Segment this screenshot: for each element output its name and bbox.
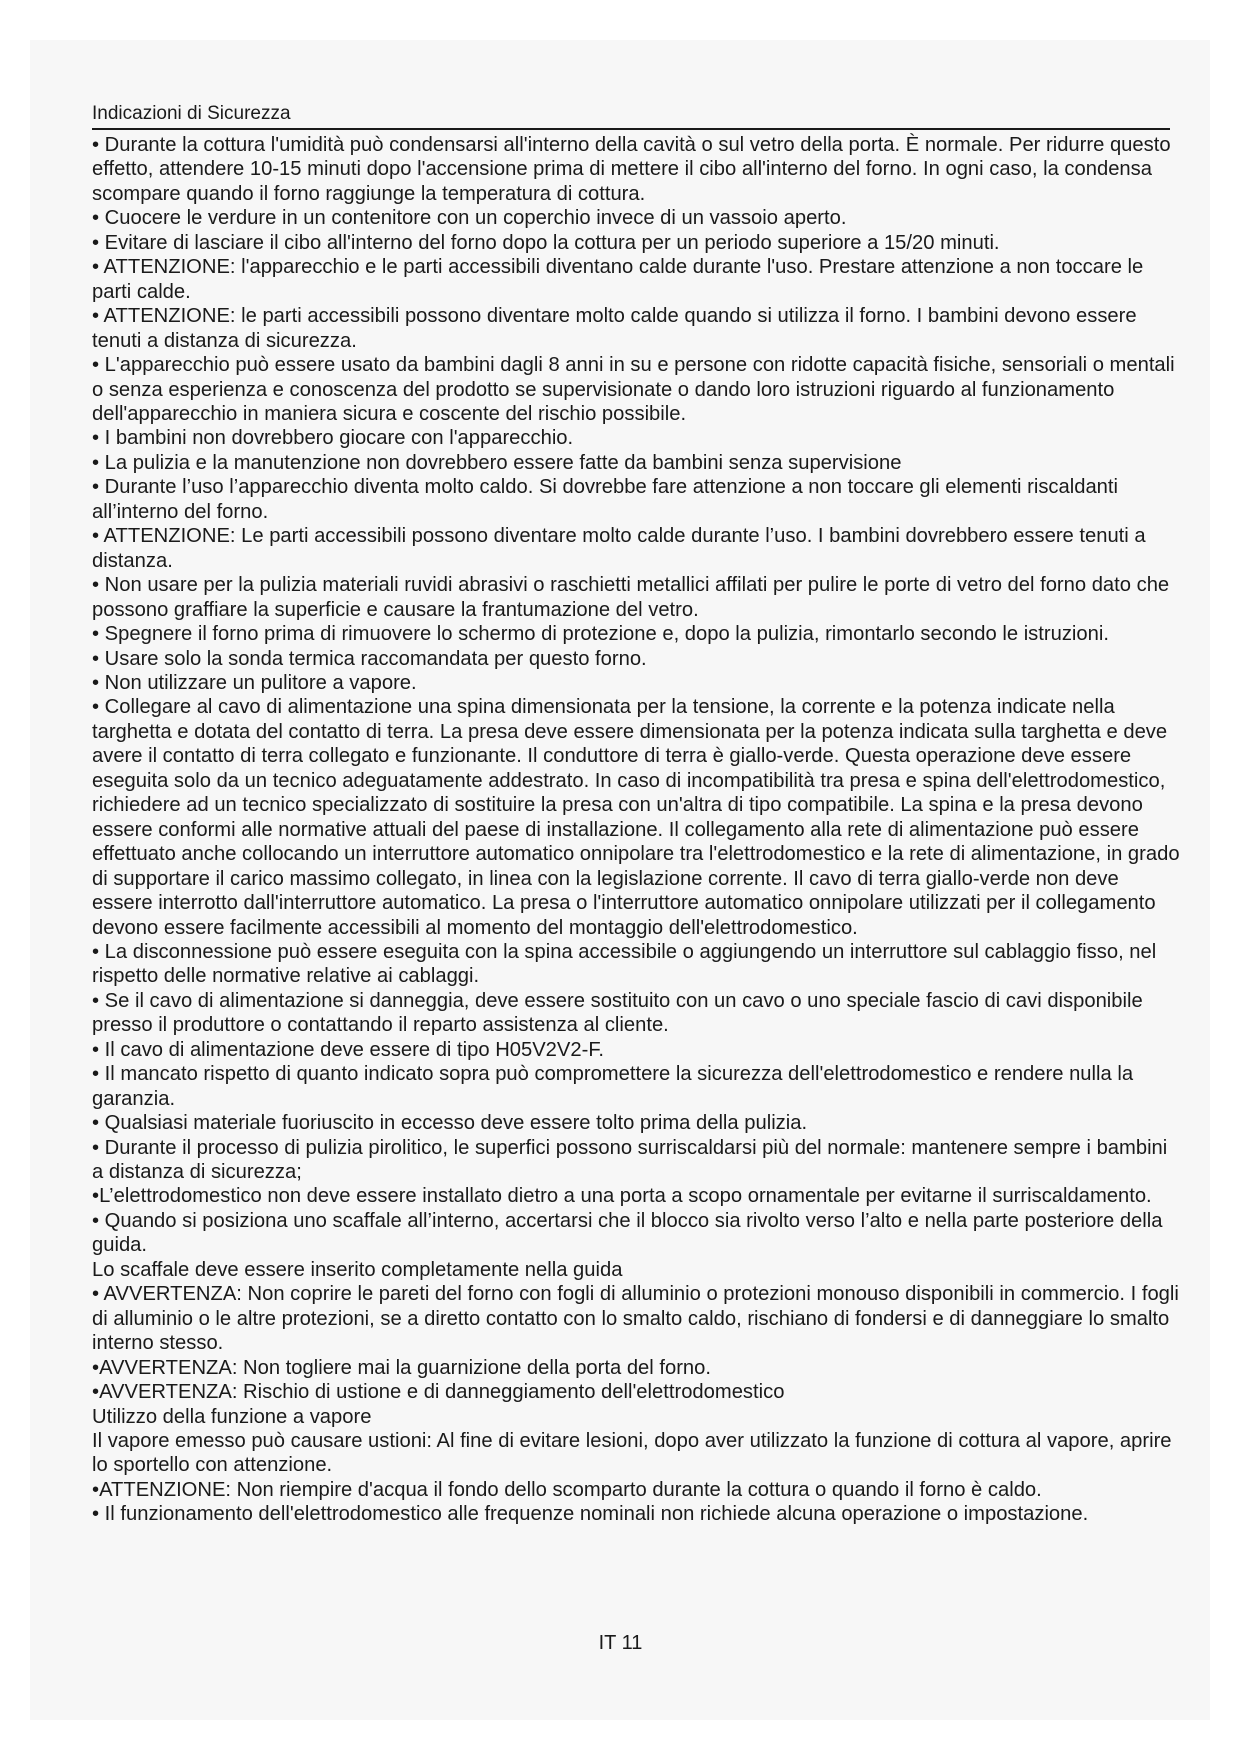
paragraph-steam-cleaner: • Non utilizzare un pulitore a vapore. <box>92 671 417 694</box>
section-title: Indicazioni di Sicurezza <box>92 103 291 124</box>
paragraph-shelf-insert: Lo scaffale deve essere inserito completamente nella guida <box>92 1258 623 1281</box>
paragraph-warranty: • Il mancato rispetto di quanto indicato sopra può compromettere la sicurezza dell'elettrodomestico e rendere nulla la garanzia. <box>92 1063 1134 1110</box>
paragraph-damaged-cable: • Se il cavo di alimentazione si danneggia, deve essere sostituito con un cavo o uno speciale fascio di cavi disponibile presso il produttore o contattando il reparto assistenza al cliente. <box>92 989 1143 1037</box>
paragraph-warning-door-gasket: •AVVERTENZA: Non togliere mai la guarnizione della porta del forno. <box>92 1356 711 1379</box>
safety-instructions-body <box>92 133 1182 1527</box>
paragraph-condensation: • Durante la cottura l'umidità può condensarsi all'interno della cavità o sul vetro della porta. È normale. Per ridurre questo effetto, attendere 10-15 minuti dopo l'accensione prima di mettere il cibo all'interno del forno. In ogni caso, la condensa scompare quando il forno raggiunge la temperatura di cottura. <box>92 134 1171 205</box>
paragraph-food-left: • Evitare di lasciare il cibo all'interno del forno dopo la cottura per un periodo superiore a 15/20 minuti. <box>92 231 1000 254</box>
paragraph-warning-children-distance: • ATTENZIONE: le parti accessibili possono diventare molto calde quando si utilizza il forno. I bambini devono essere tenuti a distanza di sicurezza. <box>92 305 1137 352</box>
paragraph-children-play: • I bambini non dovrebbero giocare con l'apparecchio. <box>92 427 574 450</box>
paragraph-temperature-probe: • Usare solo la sonda termica raccomandata per questo forno. <box>92 647 647 670</box>
header-divider <box>92 128 1170 130</box>
paragraph-steam-function-heading: Utilizzo della funzione a vapore <box>92 1405 372 1428</box>
page-number: IT 11 <box>598 1632 643 1654</box>
paragraph-pyrolytic-cleaning: • Durante il processo di pulizia pirolitico, le superfici possono surriscaldarsi più del normale: mantenere sempre i bambini a distanza di sicurezza; <box>92 1136 1168 1184</box>
paragraph-shelf-position: • Quando si posiziona uno scaffale all’interno, accertarsi che il blocco sia rivolto verso l’alto e nella parte posteriore della guida. <box>92 1209 1163 1257</box>
paragraph-warning-children-kept-away: • ATTENZIONE: Le parti accessibili possono diventare molto calde durante l’uso. I bambini dovrebbero essere tenuti a distanza. <box>92 525 1146 572</box>
paragraph-warning-aluminium: • AVVERTENZA: Non coprire le pareti del forno con fogli di alluminio o protezioni monouso disponibili in commercio. I fogli di alluminio o le altre protezioni, se a diretto contatto con lo smalto caldo, rischiano di fondersi e di danneggiare lo smalto interno stesso. <box>92 1283 1179 1355</box>
paragraph-cable-type: • Il cavo di alimentazione deve essere di tipo H05V2V2-F. <box>92 1038 605 1061</box>
paragraph-heating-elements: • Durante l’uso l’apparecchio diventa molto caldo. Si dovrebbe fare attenzione a non toccare gli elementi riscaldanti all’interno del forno. <box>92 476 1119 523</box>
paragraph-ornamental-door: •L’elettrodomestico non deve essere installato dietro a una porta a scopo ornamentale per evitarne il surriscaldamento. <box>92 1185 1152 1208</box>
paragraph-abrasive-cleaning: • Non usare per la pulizia materiali ruvidi abrasivi o raschietti metallici affilati per pulire le porte di vetro del forno dato che possono graffiare la superficie e causare la frantumazione del vetro. <box>92 574 1170 621</box>
paragraph-cleaning-children: • La pulizia e la manutenzione non dovrebbero essere fatte da bambini senza supervisione <box>92 451 902 474</box>
paragraph-excess-material: • Qualsiasi materiale fuoriuscito in eccesso deve essere tolto prima della pulizia. <box>92 1112 808 1135</box>
paragraph-protection-screen: • Spegnere il forno prima di rimuovere lo schermo di protezione e, dopo la pulizia, rimontarlo secondo le istruzioni. <box>92 623 1109 646</box>
paragraph-vegetables: • Cuocere le verdure in un contenitore con un coperchio invece di un vassoio aperto. <box>92 207 847 230</box>
paragraph-disconnection: • La disconnessione può essere eseguita con la spina accessibile o aggiungendo un interruttore sul cablaggio fisso, nel rispetto delle normative relative ai cablaggi. <box>92 940 1157 988</box>
paragraph-warning-hot-parts: • ATTENZIONE: l'apparecchio e le parti accessibili diventano calde durante l'uso. Prestare attenzione a non toccare le parti calde. <box>92 256 1144 303</box>
paragraph-water-fill: •ATTENZIONE: Non riempire d'acqua il fondo dello scomparto durante la cottura o quando il forno è caldo. <box>92 1478 1042 1501</box>
paragraph-children-usage: • L'apparecchio può essere usato da bambini dagli 8 anni in su e persone con ridotte capacità fisiche, sensoriali o mentali o senza esperienza e conoscenza del prodotto se supervisionate o dando loro istruzioni riguardo al funzionamento dell'apparecchio in maniera sicura e coscente del rischio possibile. <box>92 354 1175 425</box>
paragraph-steam-burns: Il vapore emesso può causare ustioni: Al fine di evitare lesioni, dopo aver utilizzato la funzione di cottura al vapore, aprire lo sportello con attenzione. <box>92 1430 1172 1477</box>
paragraph-nominal-frequencies: • Il funzionamento dell'elettrodomestico alle frequenze nominali non richiede alcuna operazione o impostazione. <box>92 1503 1089 1526</box>
paragraph-warning-burn-risk: •AVVERTENZA: Rischio di ustione e di danneggiamento dell'elettrodomestico <box>92 1381 785 1404</box>
paragraph-power-connection: • Collegare al cavo di alimentazione una spina dimensionata per la tensione, la corrente e la potenza indicate nella targhetta e dotata del contatto di terra. La presa deve essere dimensionata per la potenza indicata sulla targhetta e deve avere il contatto di terra collegato e funzionante. Il conduttore di terra è giallo-verde. Questa operazione deve essere eseguita solo da un tecnico adeguatamente addestrato. In caso di incompatibilità tra presa e spina dell'elettrodomestico, richiedere ad un tecnico specializzato di sostituire la presa con un'altra di tipo compatibile. La spina e la presa devono essere conformi alle normative attuali del paese di installazione. Il collegamento alla rete di alimentazione può essere effettuato anche collocando un interruttore automatico onnipolare tra l'elettrodomestico e la rete di alimentazione, in grado di supportare il carico massimo collegato, in linea con la legislazione corrente. Il cavo di terra giallo-verde non deve essere interrotto dall'interruttore automatico. La presa o l'interruttore automatico onnipolare utilizzati per il collegamento devono essere facilmente accessibili al momento del montaggio dell'elettrodomestico. <box>92 696 1180 939</box>
